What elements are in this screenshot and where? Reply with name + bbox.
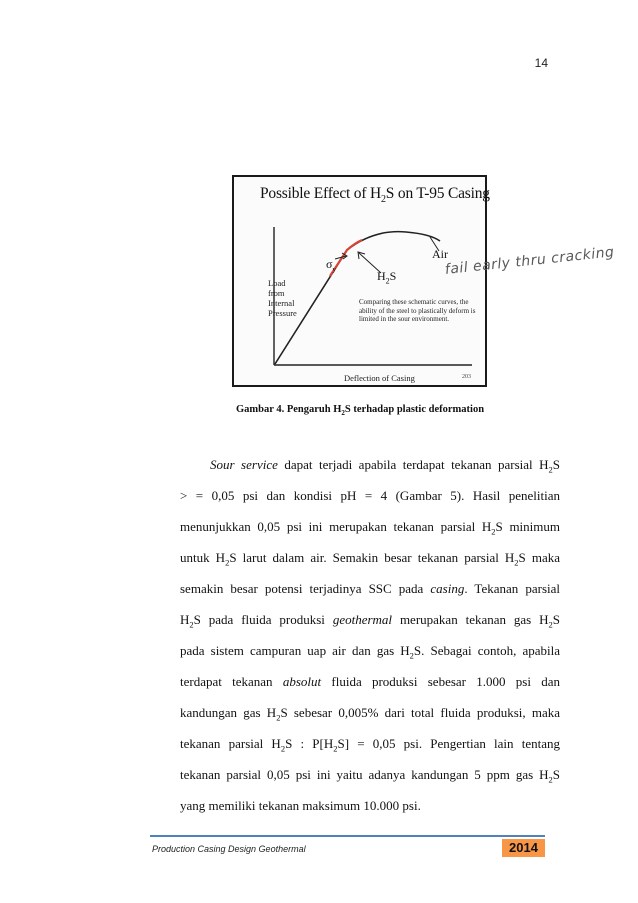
text-line: menunjukkan 0,05 psi ini merupakan tekanan parsial $H_2S$ minimum	[180, 519, 561, 537]
text-line: Sour service dapat terjadi apabila terdapat tekanan parsial $H_2S$	[210, 457, 560, 475]
x-axis-label: Deflection of Casing	[344, 373, 415, 383]
footer-rule	[150, 835, 545, 837]
figure-image	[232, 175, 490, 387]
footer-title: Production Casing Design Geothermal	[152, 844, 306, 854]
figure-title: Possible Effect of $H_2S$ on T-95 Casing	[260, 185, 490, 206]
slide-number: 203	[462, 374, 471, 380]
text-line: $H_2S$ pada fluida produksi geothermal merupakan tekanan gas $H_2S$	[180, 612, 561, 630]
text-line: terdapat tekanan absolut fluida produksi sebesar 1.000 psi dan	[180, 674, 560, 689]
text-line: > = 0,05 psi dan kondisi pH = 4 (Gambar 5). Hasil penelitian	[180, 488, 560, 503]
handwritten-annotation: fail early thru cracking	[444, 244, 616, 278]
sigma-y-label: $\sigma_y$	[326, 257, 336, 274]
text-line: pada sistem campuran uap air dan gas $H_2S$. Sebagai contoh, apabila	[180, 643, 560, 661]
figure-caption: Gambar 4. Pengaruh $H_2S$ terhadap plastic deformation	[236, 404, 485, 418]
h2s-label: $H_2S$	[377, 269, 397, 286]
text-line: tekanan parsial 0,05 psi ini yaitu adanya kandungan 5 ppm gas $H_2S$	[180, 767, 560, 785]
page-number: 14	[534, 56, 548, 70]
air-label: Air	[432, 247, 448, 261]
body-paragraph	[180, 449, 560, 821]
text-line: tekanan parsial $H_2S$ : $P[H_2S] = 0,05$ psi. Pengertian lain tentang	[180, 736, 560, 754]
text-line: untuk $H_2S$ larut dalam air. Semakin besar tekanan parsial $H_2S$ maka	[180, 550, 560, 568]
text-line: yang memiliki tekanan maksimum 10.000 psi.	[180, 798, 421, 813]
y-axis-label: Load from Internal Pressure	[268, 278, 297, 318]
text-line: kandungan gas $H_2S$ sebesar 0,005% dari total fluida produksi, maka	[180, 705, 561, 723]
text-line: semakin besar potensi terjadinya SSC pada casing. Tekanan parsial	[180, 581, 560, 596]
footer-year-badge: 2014	[502, 839, 545, 857]
figure-note: Comparing these schematic curves, the ability of the steel to plastically deform is limited in the sour environment.	[359, 298, 476, 324]
